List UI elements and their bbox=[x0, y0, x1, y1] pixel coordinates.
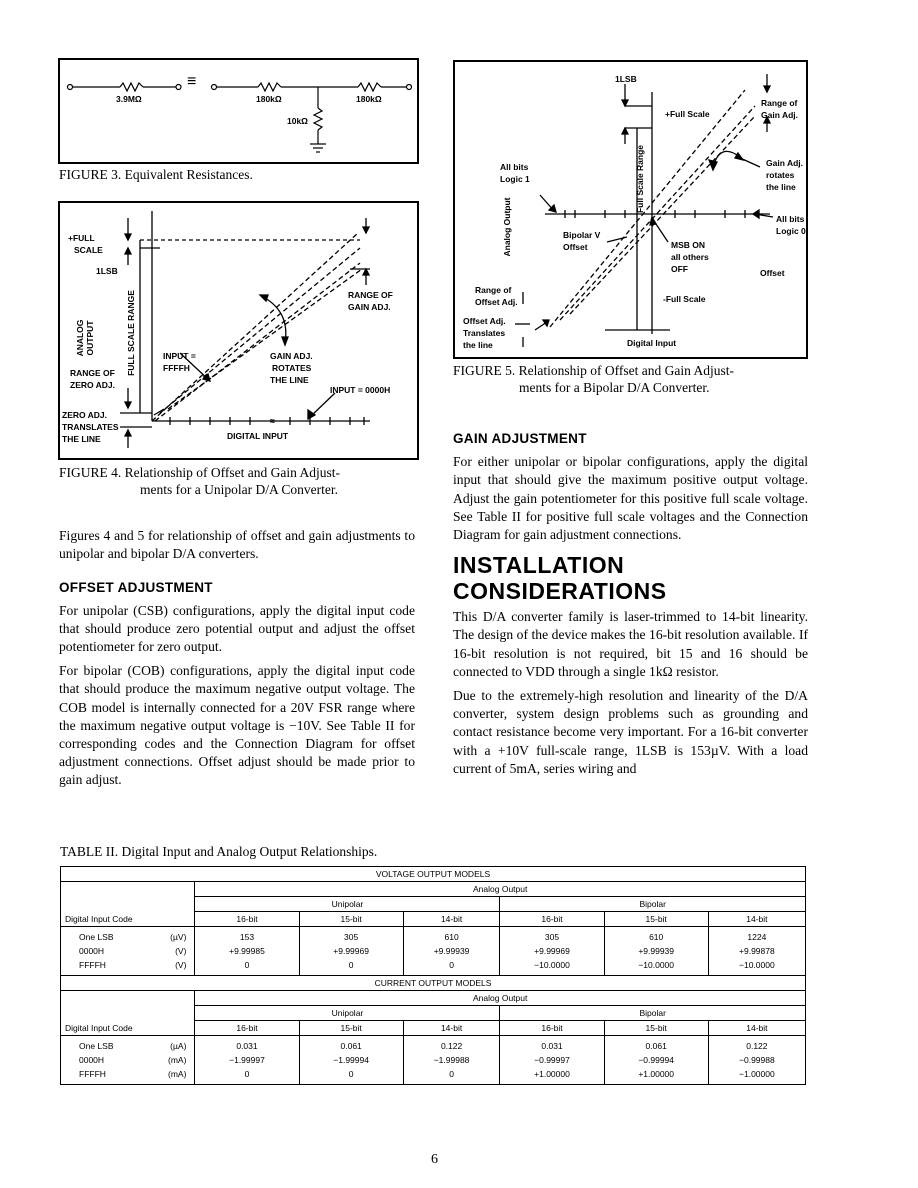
voltage-models-title: VOLTAGE OUTPUT MODELS bbox=[61, 867, 805, 882]
row-code-cell bbox=[61, 958, 195, 976]
fig4-lsb-label: 1LSB bbox=[96, 266, 118, 276]
bit-header: 15-bit bbox=[604, 1021, 708, 1036]
fig4-zero-adj2-label: ZERO ADJ. bbox=[62, 410, 108, 420]
bit-header: 14-bit bbox=[746, 1023, 768, 1033]
row-code: One LSB bbox=[79, 931, 114, 942]
installation-paragraph-1: This D/A converter family is laser-trimmed to 14-bit linearity. The design of the device makes the 16-bit resolution available. If 16-bit resolution is not required, bit 15 and 16 should be connected to VDD through a single 1kΩ resistor. bbox=[453, 609, 808, 679]
table-cell: 305 bbox=[500, 927, 604, 945]
table-cell: 305 bbox=[299, 927, 403, 945]
page-number: 6 bbox=[431, 1152, 438, 1167]
figure-5-caption-line2: ments for a Bipolar D/A Converter. bbox=[519, 380, 710, 395]
row-code-cell bbox=[61, 944, 195, 958]
bit-header: 16-bit bbox=[500, 912, 604, 927]
fig3-r2-label: 180kΩ bbox=[256, 94, 282, 104]
current-analog-output-header: Analog Output bbox=[195, 991, 805, 1006]
fig5-gain-adj-rot1: Gain Adj. bbox=[766, 158, 803, 168]
table-caption: TABLE II. Digital Input and Analog Output Relationships. bbox=[60, 844, 378, 859]
table-cell: −10.0000 bbox=[500, 958, 604, 976]
table-cell: −1.99988 bbox=[403, 1053, 500, 1067]
voltage-row bbox=[61, 958, 805, 976]
offset-paragraph-2: For bipolar (COB) configurations, apply the digital input code that should produce the maximum negative output voltage. The COB model is internally connected for a 20V FSR range where the maximum negative output voltage is −10V. See Table II for corresponding codes and the Connection Diagram for offset adjustment connections. Offset adjust should be made prior to gain adjust. bbox=[59, 663, 415, 788]
row-code: 0000H bbox=[79, 1054, 105, 1065]
figure-4-caption-line2: ments for a Unipolar D/A Converter. bbox=[140, 482, 338, 497]
table-cell: −10.0000 bbox=[739, 959, 775, 970]
fig5-all-bits-0a: All bits bbox=[776, 214, 805, 224]
fig5-range-offset-a: Range of bbox=[475, 285, 512, 295]
row-unit: (V) bbox=[175, 945, 187, 956]
bit-header: 14-bit bbox=[403, 912, 500, 927]
current-bipolar-header: Bipolar bbox=[500, 1006, 805, 1021]
fig5-all-bits-1b: Logic 1 bbox=[500, 174, 530, 184]
row-unit: (µV) bbox=[170, 931, 187, 942]
fig5-off-label: OFF bbox=[671, 264, 688, 274]
row-code-cell bbox=[61, 1053, 195, 1067]
left-column bbox=[59, 527, 415, 796]
table-cell: 0 bbox=[195, 1067, 299, 1084]
fig5-full-scale-label: +Full Scale bbox=[665, 109, 710, 119]
fig5-all-others-label: all others bbox=[671, 252, 709, 262]
bit-header: 15-bit bbox=[299, 912, 403, 927]
fig4-input-0000-label: INPUT = 0000H bbox=[330, 385, 391, 395]
fig3-r1-label: 3.9MΩ bbox=[116, 94, 142, 104]
fig4-scale-label: SCALE bbox=[74, 245, 103, 255]
fig5-gain-adj-label: Gain Adj. bbox=[761, 110, 798, 120]
offset-paragraph-1: For unipolar (CSB) configurations, apply the digital input code that should produce zero potential output and adjust the offset potentiometer for zero output. bbox=[59, 602, 415, 655]
fig3-r4-label: 10kΩ bbox=[287, 116, 308, 126]
installation-heading-line2: CONSIDERATIONS bbox=[453, 578, 667, 605]
bit-header: 16-bit bbox=[195, 1021, 299, 1036]
fig4-the-line2-label: THE LINE bbox=[270, 375, 309, 385]
fig5-analog-output-label: Analog Output bbox=[502, 197, 512, 257]
fig4-gain-adj2-label: GAIN ADJ. bbox=[348, 302, 391, 312]
current-models-title: CURRENT OUTPUT MODELS bbox=[61, 976, 805, 991]
table-ii bbox=[60, 866, 806, 1085]
fig5-translates-label: Translates bbox=[463, 328, 506, 338]
fig4-ffff-label: FFFFH bbox=[163, 363, 190, 373]
row-code: 0000H bbox=[79, 945, 105, 956]
table-cell: 0.031 bbox=[500, 1036, 604, 1054]
row-unit: (V) bbox=[175, 959, 187, 970]
bit-header: 16-bit bbox=[500, 1021, 604, 1036]
fig5-all-bits-1a: All bits bbox=[500, 162, 529, 172]
figure-4-caption-line1: FIGURE 4. Relationship of Offset and Gain Adjust- bbox=[59, 465, 340, 480]
row-code-cell bbox=[61, 927, 195, 945]
fig4-full-label: +FULL bbox=[68, 233, 95, 243]
installation-paragraph-2: Due to the extremely-high resolution and linearity of the D/A converter, system design problems such as grounding and contact resistance become very important. For a 16-bit converter with a +10V full-scale range, 1LSB is 153µV. With a load current of 5mA, series wiring and bbox=[453, 688, 808, 776]
gain-paragraph: For either unipolar or bipolar configurations, apply the digital input that should give the maximum positive output voltage. Adjust the gain potentiometer for this positive full scale voltage. See Table II for positive full scale voltages and the Connection Diagram for gain adjustment connections. bbox=[453, 454, 808, 543]
table-cell: 153 bbox=[195, 927, 299, 945]
table-cell: −10.0000 bbox=[604, 958, 708, 976]
voltage-analog-output-header: Analog Output bbox=[195, 882, 805, 897]
figure-5-caption bbox=[453, 362, 808, 396]
row-unit: (mA) bbox=[167, 1054, 187, 1065]
svg-text:≈: ≈ bbox=[270, 416, 275, 426]
table-cell: 0.061 bbox=[604, 1036, 708, 1054]
right-column bbox=[453, 430, 808, 784]
fig4-translates-label: TRANSLATES bbox=[62, 422, 119, 432]
fig5-offset-label: Offset bbox=[563, 242, 588, 252]
figure-4-diagram bbox=[60, 203, 417, 458]
fig5-digital-input-label: Digital Input bbox=[627, 338, 677, 348]
offset-heading: OFFSET ADJUSTMENT bbox=[59, 580, 213, 596]
fig5-range-of-label: Range of bbox=[761, 98, 798, 108]
row-unit: (µA) bbox=[170, 1040, 187, 1051]
table-cell: −1.00000 bbox=[739, 1068, 775, 1079]
row-unit: (mA) bbox=[167, 1068, 187, 1079]
table-cell: −0.99988 bbox=[739, 1054, 775, 1065]
table-cell: 0 bbox=[195, 958, 299, 976]
figure-3-frame bbox=[58, 58, 419, 164]
fig5-lsb-label: 1LSB bbox=[615, 74, 637, 84]
fig5-gain-adj-rot3: the line bbox=[766, 182, 796, 192]
table-cell: 0.031 bbox=[195, 1036, 299, 1054]
installation-heading-line1: INSTALLATION bbox=[453, 552, 625, 579]
fig4-digital-input-label: DIGITAL INPUT bbox=[227, 431, 289, 441]
table-cell: +9.99969 bbox=[299, 944, 403, 958]
fig5-fsr-label: Full Scale Range bbox=[635, 144, 645, 214]
table-cell: +1.00000 bbox=[500, 1067, 604, 1084]
fig4-gain-adj-label: GAIN ADJ. bbox=[270, 351, 313, 361]
figure-5-caption-line1: FIGURE 5. Relationship of Offset and Gain Adjust- bbox=[453, 363, 734, 378]
table-cell: +1.00000 bbox=[604, 1067, 708, 1084]
fig4-input-eq-label: INPUT = bbox=[163, 351, 196, 361]
fig5-minus-full-scale-label: -Full Scale bbox=[663, 294, 706, 304]
bit-header: 15-bit bbox=[604, 912, 708, 927]
table-cell: 610 bbox=[403, 927, 500, 945]
figure-3-caption: FIGURE 3. Equivalent Resistances. bbox=[59, 167, 253, 182]
row-code: FFFFH bbox=[79, 959, 106, 970]
row-code-cell bbox=[61, 1036, 195, 1054]
fig5-msb-on-label: MSB ON bbox=[671, 240, 705, 250]
bit-header: 14-bit bbox=[403, 1021, 500, 1036]
figure-4-frame bbox=[58, 201, 419, 460]
table-cell: +9.99939 bbox=[403, 944, 500, 958]
table-cell: +9.99939 bbox=[604, 944, 708, 958]
fig5-the-line-label: the line bbox=[463, 340, 493, 350]
table-cell: +9.99878 bbox=[739, 945, 775, 956]
figure-3-diagram bbox=[60, 60, 417, 162]
row-code: FFFFH bbox=[79, 1068, 106, 1079]
fig3-equiv-symbol: ≡ bbox=[187, 73, 197, 90]
fig5-gain-adj-rot2: rotates bbox=[766, 170, 795, 180]
figure-4-caption bbox=[59, 464, 419, 498]
current-row bbox=[61, 1036, 805, 1054]
table-cell: 0.061 bbox=[299, 1036, 403, 1054]
gain-heading: GAIN ADJUSTMENT bbox=[453, 431, 587, 446]
voltage-row bbox=[61, 944, 805, 958]
current-row bbox=[61, 1067, 805, 1084]
fig5-offset2-label: Offset bbox=[760, 268, 785, 278]
table-cell: 1224 bbox=[708, 927, 805, 945]
table-cell: 0 bbox=[299, 1067, 403, 1084]
fig4-analog-output-label: ANALOG OUTPUT bbox=[75, 319, 95, 357]
table-cell: 610 bbox=[604, 927, 708, 945]
table-cell: +9.99985 bbox=[195, 944, 299, 958]
table-cell: +9.99969 bbox=[500, 944, 604, 958]
current-unipolar-header: Unipolar bbox=[195, 1006, 500, 1021]
table-cell: 0 bbox=[299, 958, 403, 976]
table-cell: 0.122 bbox=[708, 1036, 805, 1054]
fig5-bipolar-v-label: Bipolar V bbox=[563, 230, 601, 240]
table-cell: 0.122 bbox=[403, 1036, 500, 1054]
voltage-unipolar-header: Unipolar bbox=[195, 897, 500, 912]
current-row bbox=[61, 1053, 805, 1067]
row-code-cell bbox=[61, 1067, 195, 1084]
current-digital-input-header: Digital Input Code bbox=[61, 991, 195, 1036]
table-cell: −1.99994 bbox=[299, 1053, 403, 1067]
fig4-rotates-label: ROTATES bbox=[272, 363, 312, 373]
row-code: One LSB bbox=[79, 1040, 114, 1051]
table-cell: 0 bbox=[403, 958, 500, 976]
table-cell: −0.99994 bbox=[604, 1053, 708, 1067]
intro-paragraph: Figures 4 and 5 for relationship of offset and gain adjustments to unipolar and bipolar D/A converters. bbox=[59, 528, 415, 562]
bit-header: 14-bit bbox=[746, 914, 768, 924]
table-cell: −0.99997 bbox=[500, 1053, 604, 1067]
table-cell: −1.99997 bbox=[195, 1053, 299, 1067]
figure-5-frame bbox=[453, 60, 808, 359]
voltage-row bbox=[61, 927, 805, 945]
fig5-offset-adj-label: Offset Adj. bbox=[463, 316, 506, 326]
fig4-fsr-label: FULL SCALE RANGE bbox=[126, 290, 136, 376]
fig4-range-of-label: RANGE OF bbox=[70, 368, 115, 378]
fig4-the-line-label: THE LINE bbox=[62, 434, 101, 444]
fig4-zero-adj-label: ZERO ADJ. bbox=[70, 380, 116, 390]
voltage-bipolar-header: Bipolar bbox=[500, 897, 805, 912]
table-cell: 0 bbox=[403, 1067, 500, 1084]
fig3-r3-label: 180kΩ bbox=[356, 94, 382, 104]
fig5-range-offset-b: Offset Adj. bbox=[475, 297, 518, 307]
voltage-digital-input-header: Digital Input Code bbox=[61, 882, 195, 927]
fig5-all-bits-0b: Logic 0 bbox=[776, 226, 806, 236]
bit-header: 16-bit bbox=[195, 912, 299, 927]
bit-header: 15-bit bbox=[299, 1021, 403, 1036]
fig4-range-of-gain-label: RANGE OF bbox=[348, 290, 393, 300]
